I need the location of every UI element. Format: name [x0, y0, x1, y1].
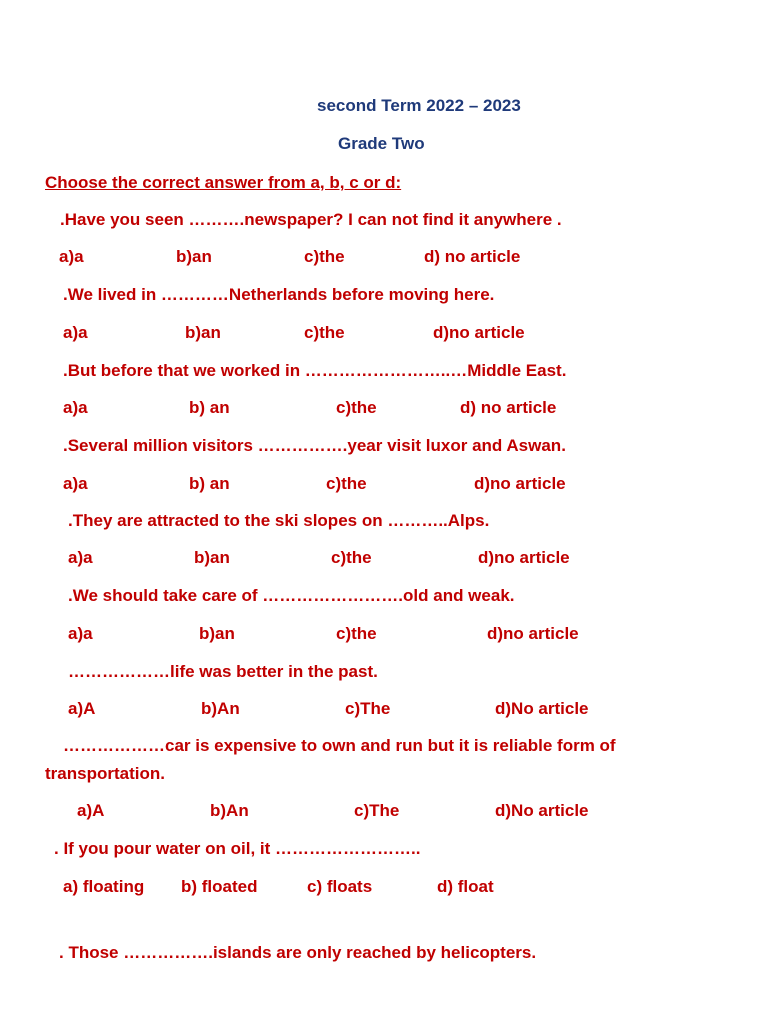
grade-heading: Grade Two: [338, 134, 425, 153]
q4-option-a: a)a: [63, 474, 88, 493]
q1-option-d: d) no article: [424, 247, 521, 266]
question-6: .We should take care of …………………….old and weak.: [68, 586, 515, 605]
q2-option-c: c)the: [304, 323, 345, 342]
q7-option-b: b)An: [201, 699, 240, 718]
q5-option-a: a)a: [68, 548, 93, 567]
q4-option-b: b) an: [189, 474, 230, 493]
q7-option-c: c)The: [345, 699, 391, 718]
question-1: .Have you seen ……….newspaper? I can not find it anywhere .: [60, 210, 562, 229]
q8-option-a: a)A: [77, 801, 105, 820]
question-8-line-1: ………………car is expensive to own and run but it is reliable form of: [63, 736, 616, 755]
q6-option-a: a)a: [68, 624, 93, 643]
q8-option-c: c)The: [354, 801, 400, 820]
q2-option-b: b)an: [185, 323, 221, 342]
q1-option-b: b)an: [176, 247, 212, 266]
q3-option-d: d) no article: [460, 398, 557, 417]
q6-option-c: c)the: [336, 624, 377, 643]
q5-option-d: d)no article: [478, 548, 570, 567]
question-8-line-2: transportation.: [45, 764, 165, 783]
q9-option-d: d) float: [437, 877, 494, 896]
question-5: .They are attracted to the ski slopes on ………..Alps.: [68, 511, 490, 530]
q8-option-b: b)An: [210, 801, 249, 820]
question-2: .We lived in …………Netherlands before moving here.: [63, 285, 495, 304]
q3-option-c: c)the: [336, 398, 377, 417]
instruction: Choose the correct answer from a, b, c or d:: [45, 173, 402, 192]
q1-option-c: c)the: [304, 247, 345, 266]
q9-option-a: a) floating: [63, 877, 145, 896]
q6-option-d: d)no article: [487, 624, 579, 643]
question-7: ………………life was better in the past.: [68, 662, 378, 681]
q5-option-b: b)an: [194, 548, 230, 567]
q2-option-a: a)a: [63, 323, 88, 342]
q8-option-d: d)No article: [495, 801, 589, 820]
q9-option-c: c) floats: [307, 877, 373, 896]
q2-option-d: d)no article: [433, 323, 525, 342]
q7-option-a: a)A: [68, 699, 96, 718]
question-9: . If you pour water on oil, it ……………………..: [54, 839, 421, 858]
q7-option-d: d)No article: [495, 699, 589, 718]
q3-option-a: a)a: [63, 398, 88, 417]
q9-option-b: b) floated: [181, 877, 258, 896]
q5-option-c: c)the: [331, 548, 372, 567]
question-3: .But before that we worked in ……………………..…Middle East.: [63, 361, 567, 380]
q6-option-b: b)an: [199, 624, 235, 643]
q4-option-c: c)the: [326, 474, 367, 493]
q1-option-a: a)a: [59, 247, 84, 266]
question-4: .Several million visitors …………….year visit luxor and Aswan.: [63, 436, 566, 455]
q4-option-d: d)no article: [474, 474, 566, 493]
term-heading: second Term 2022 – 2023: [317, 96, 521, 115]
question-10: . Those …………….islands are only reached by helicopters.: [59, 943, 537, 962]
q3-option-b: b) an: [189, 398, 230, 417]
